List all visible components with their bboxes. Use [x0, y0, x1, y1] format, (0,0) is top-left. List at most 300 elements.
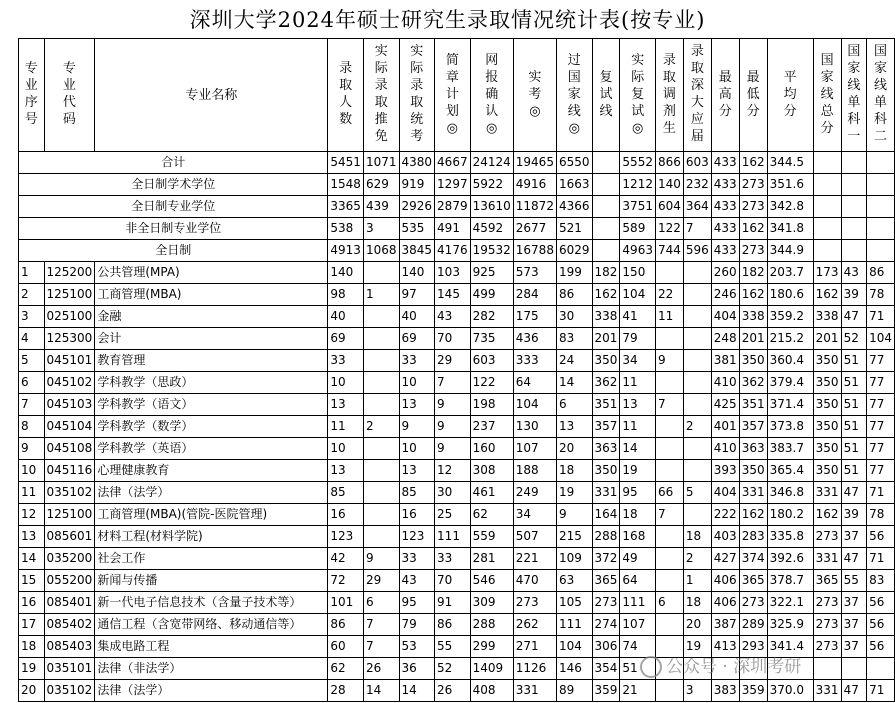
major-name-cell: 材料工程(材料学院) [95, 526, 328, 548]
table-cell [655, 372, 683, 394]
table-cell: 43 [435, 306, 471, 328]
table-cell [592, 152, 620, 174]
table-cell: 221 [513, 548, 556, 570]
table-cell: 439 [363, 196, 399, 218]
table-cell: 175 [513, 306, 556, 328]
table-cell: 69 [328, 328, 364, 350]
table-cell: 20 [683, 614, 711, 636]
table-cell: 13 [19, 526, 45, 548]
table-cell: 387 [711, 614, 739, 636]
table-cell: 308 [470, 460, 513, 482]
table-cell: 19 [19, 658, 45, 680]
table-cell: 107 [513, 438, 556, 460]
column-header [399, 39, 435, 152]
table-cell: 1409 [470, 658, 513, 680]
major-name-cell: 法律（非法学） [95, 658, 328, 680]
table-cell [683, 350, 711, 372]
table-cell: 22 [655, 284, 683, 306]
table-cell: 331 [513, 680, 556, 702]
table-cell: 160 [470, 438, 513, 460]
table-cell [363, 262, 399, 284]
table-cell [592, 196, 620, 218]
table-cell: 350 [813, 438, 841, 460]
table-cell: 4592 [470, 218, 513, 240]
table-cell: 331 [813, 482, 841, 504]
table-cell: 925 [470, 262, 513, 284]
table-cell: 299 [470, 636, 513, 658]
table-cell: 62 [470, 504, 513, 526]
table-cell: 51 [620, 658, 656, 680]
table-cell: 2 [19, 284, 45, 306]
table-cell: 42 [328, 548, 364, 570]
table-cell: 499 [470, 284, 513, 306]
table-cell: 7 [363, 636, 399, 658]
table-cell: 045102 [44, 372, 95, 394]
table-cell: 035101 [44, 658, 95, 680]
table-cell: 64 [513, 372, 556, 394]
table-cell: 4667 [435, 152, 471, 174]
column-header [683, 39, 711, 152]
table-cell: 52 [841, 328, 867, 350]
table-cell: 373.8 [767, 416, 813, 438]
table-cell: 13 [399, 394, 435, 416]
table-cell: 188 [513, 460, 556, 482]
table-cell: 16 [399, 504, 435, 526]
table-cell: 20 [19, 680, 45, 702]
table-cell: 12 [19, 504, 45, 526]
table-cell: 14 [620, 438, 656, 460]
table-cell: 379.4 [767, 372, 813, 394]
table-cell: 383.7 [767, 438, 813, 460]
column-header-label: 专业序号 [24, 61, 38, 127]
table-cell: 248 [711, 328, 739, 350]
table-cell: 866 [655, 152, 683, 174]
table-cell: 372 [592, 548, 620, 570]
column-header-label: 平均分 [783, 69, 797, 119]
column-header-label: 实际录取推免 [374, 44, 388, 144]
table-cell: 273 [813, 592, 841, 614]
table-cell: 199 [556, 262, 592, 284]
table-cell [813, 218, 841, 240]
table-cell [592, 174, 620, 196]
table-cell: 77 [867, 438, 895, 460]
column-header [813, 39, 841, 152]
table-cell: 56 [867, 526, 895, 548]
column-header [470, 39, 513, 152]
table-cell: 77 [867, 460, 895, 482]
table-cell [841, 240, 867, 262]
major-name-cell: 学科教学（英语） [95, 438, 328, 460]
summary-row [19, 196, 895, 218]
column-header-label: 简章计划◎ [445, 52, 459, 136]
table-cell: 201 [739, 328, 767, 350]
table-cell: 436 [513, 328, 556, 350]
table-cell: 34 [620, 350, 656, 372]
table-cell: 359 [739, 680, 767, 702]
table-cell: 130 [513, 416, 556, 438]
table-cell: 18 [19, 636, 45, 658]
table-cell: 273 [813, 614, 841, 636]
table-cell: 3 [683, 680, 711, 702]
table-cell: 365 [813, 570, 841, 592]
table-cell: 260 [711, 262, 739, 284]
table-cell: 11872 [513, 196, 556, 218]
table-cell: 357 [592, 416, 620, 438]
table-cell: 51 [841, 372, 867, 394]
table-cell: 363 [592, 438, 620, 460]
summary-row [19, 218, 895, 240]
table-cell: 735 [470, 328, 513, 350]
table-cell: 51 [841, 460, 867, 482]
major-name-cell: 工商管理(MBA) [95, 284, 328, 306]
table-cell: 125100 [44, 284, 95, 306]
column-header-label: 过国家线◎ [567, 52, 581, 136]
table-cell: 7 [655, 394, 683, 416]
summary-label: 非全日制专业学位 [19, 218, 328, 240]
summary-row [19, 152, 895, 174]
table-cell: 125200 [44, 262, 95, 284]
table-row [19, 262, 895, 284]
table-cell [683, 460, 711, 482]
table-cell: 365.4 [767, 460, 813, 482]
table-cell: 535 [399, 218, 435, 240]
table-row [19, 328, 895, 350]
table-cell: 104 [513, 394, 556, 416]
major-name-cell: 心理健康教育 [95, 460, 328, 482]
table-cell: 306 [592, 636, 620, 658]
table-cell: 77 [867, 372, 895, 394]
table-cell: 350 [592, 460, 620, 482]
table-cell: 341.8 [767, 218, 813, 240]
table-cell: 86 [435, 614, 471, 636]
table-cell: 1126 [513, 658, 556, 680]
table-cell: 47 [841, 680, 867, 702]
watermark [640, 652, 890, 678]
column-header-label: 录取深大应届 [690, 44, 704, 144]
table-cell: 24124 [470, 152, 513, 174]
table-cell: 559 [470, 526, 513, 548]
table-cell: 19 [556, 482, 592, 504]
table-cell: 16 [328, 504, 364, 526]
table-cell: 3 [19, 306, 45, 328]
table-row [19, 504, 895, 526]
table-cell: 351.6 [767, 174, 813, 196]
table-cell: 4366 [556, 196, 592, 218]
table-cell [363, 438, 399, 460]
table-cell: 13 [556, 416, 592, 438]
table-cell: 035102 [44, 680, 95, 702]
table-cell: 162 [739, 152, 767, 174]
table-cell [841, 218, 867, 240]
table-cell: 6 [19, 372, 45, 394]
table-cell: 89 [556, 680, 592, 702]
major-name-cell: 法律（法学） [95, 482, 328, 504]
table-cell: 289 [739, 614, 767, 636]
major-name-cell: 通信工程（含宽带网络、移动通信等） [95, 614, 328, 636]
table-cell: 589 [620, 218, 656, 240]
table-cell: 13 [328, 394, 364, 416]
table-cell: 7 [683, 218, 711, 240]
table-cell: 350 [813, 394, 841, 416]
column-header-label: 最高分 [718, 69, 732, 119]
column-header [328, 39, 364, 152]
table-cell: 39 [841, 504, 867, 526]
table-cell: 325.9 [767, 614, 813, 636]
table-row [19, 614, 895, 636]
table-cell: 11 [655, 306, 683, 328]
table-cell: 433 [711, 174, 739, 196]
table-cell: 14 [556, 372, 592, 394]
table-cell: 331 [813, 548, 841, 570]
major-name-cell: 学科教学（思政） [95, 372, 328, 394]
table-cell: 273 [739, 240, 767, 262]
table-cell: 085401 [44, 592, 95, 614]
major-name-cell: 社会工作 [95, 548, 328, 570]
table-cell: 51 [841, 416, 867, 438]
table-cell: 342.8 [767, 196, 813, 218]
column-header [739, 39, 767, 152]
table-cell: 37 [841, 614, 867, 636]
table-cell: 111 [620, 592, 656, 614]
table-cell: 392.6 [767, 548, 813, 570]
table-cell: 1 [19, 262, 45, 284]
table-cell: 70 [435, 328, 471, 350]
table-cell: 47 [841, 482, 867, 504]
table-cell: 249 [513, 482, 556, 504]
table-row [19, 394, 895, 416]
table-cell: 309 [470, 592, 513, 614]
table-cell: 362 [592, 372, 620, 394]
table-cell [592, 218, 620, 240]
table-cell: 86 [556, 284, 592, 306]
column-header [867, 39, 895, 152]
column-header [620, 39, 656, 152]
table-cell: 374 [739, 548, 767, 570]
table-cell: 4916 [513, 174, 556, 196]
table-cell: 37 [841, 636, 867, 658]
table-cell: 371.4 [767, 394, 813, 416]
table-cell: 56 [867, 614, 895, 636]
table-cell: 378.7 [767, 570, 813, 592]
table-cell: 344.9 [767, 240, 813, 262]
table-cell: 6 [363, 592, 399, 614]
table-body [19, 152, 895, 702]
table-cell: 49 [620, 548, 656, 570]
table-cell: 025100 [44, 306, 95, 328]
table-cell [655, 614, 683, 636]
table-cell: 381 [711, 350, 739, 372]
table-cell: 9 [556, 504, 592, 526]
table-cell [683, 394, 711, 416]
table-cell: 78 [867, 504, 895, 526]
table-cell: 338 [739, 306, 767, 328]
table-cell [655, 680, 683, 702]
table-cell: 107 [620, 614, 656, 636]
column-header [655, 39, 683, 152]
table-cell [655, 526, 683, 548]
table-cell: 351 [739, 394, 767, 416]
table-cell: 359 [592, 680, 620, 702]
table-cell: 29 [363, 570, 399, 592]
table-cell: 370.0 [767, 680, 813, 702]
summary-row [19, 174, 895, 196]
table-cell: 33 [399, 350, 435, 372]
table-cell: 7 [655, 504, 683, 526]
table-cell [363, 372, 399, 394]
table-cell: 9 [435, 438, 471, 460]
table-cell: 288 [470, 614, 513, 636]
table-cell: 4176 [435, 240, 471, 262]
table-cell: 433 [711, 152, 739, 174]
table-row [19, 526, 895, 548]
table-cell: 15 [19, 570, 45, 592]
column-header-label: 国家线单科一 [847, 44, 861, 144]
table-cell: 357 [739, 416, 767, 438]
table-cell: 521 [556, 218, 592, 240]
table-cell [363, 350, 399, 372]
table-cell: 2 [363, 416, 399, 438]
table-cell: 365 [739, 570, 767, 592]
table-cell: 63 [556, 570, 592, 592]
table-cell: 603 [683, 152, 711, 174]
table-cell: 64 [620, 570, 656, 592]
table-cell [683, 372, 711, 394]
table-cell: 470 [513, 570, 556, 592]
table-cell: 95 [620, 482, 656, 504]
table-cell: 122 [655, 218, 683, 240]
table-cell: 162 [739, 284, 767, 306]
column-header-label: 录取调剂生 [662, 52, 676, 136]
table-cell: 11 [620, 416, 656, 438]
table-cell [363, 504, 399, 526]
table-cell: 461 [470, 482, 513, 504]
table-cell: 383 [711, 680, 739, 702]
table-cell: 433 [711, 218, 739, 240]
table-cell: 350 [813, 460, 841, 482]
table-cell: 604 [655, 196, 683, 218]
table-cell: 11 [620, 372, 656, 394]
table-cell: 104 [556, 636, 592, 658]
table-cell: 4963 [620, 240, 656, 262]
major-name-cell: 工商管理(MBA)(管院-医院管理) [95, 504, 328, 526]
table-cell: 433 [711, 240, 739, 262]
table-cell: 125100 [44, 504, 95, 526]
table-cell: 140 [399, 262, 435, 284]
table-cell: 12 [435, 460, 471, 482]
table-cell: 11 [19, 482, 45, 504]
major-name-cell: 学科教学（数学） [95, 416, 328, 438]
table-cell: 281 [470, 548, 513, 570]
table-cell: 140 [328, 262, 364, 284]
major-name-cell: 新一代电子信息技术（含量子技术等） [95, 592, 328, 614]
table-cell: 6 [655, 592, 683, 614]
table-cell: 71 [867, 680, 895, 702]
table-cell: 274 [592, 614, 620, 636]
table-cell: 19 [683, 636, 711, 658]
table-cell: 109 [556, 548, 592, 570]
table-cell [592, 240, 620, 262]
table-cell: 335.8 [767, 526, 813, 548]
table-cell: 293 [739, 636, 767, 658]
table-cell [683, 328, 711, 350]
table-cell [655, 328, 683, 350]
table-cell: 1 [363, 284, 399, 306]
table-row [19, 592, 895, 614]
table-cell: 150 [620, 262, 656, 284]
table-cell: 408 [470, 680, 513, 702]
table-cell [655, 438, 683, 460]
table-cell: 232 [683, 174, 711, 196]
table-row [19, 548, 895, 570]
column-header-label: 录取人数 [339, 61, 353, 127]
table-cell: 3 [363, 218, 399, 240]
table-cell: 162 [813, 284, 841, 306]
table-cell: 546 [470, 570, 513, 592]
table-cell: 34 [513, 504, 556, 526]
table-cell [683, 284, 711, 306]
table-cell: 9 [399, 416, 435, 438]
table-cell [683, 262, 711, 284]
major-name-cell: 法律（法学） [95, 680, 328, 702]
table-cell: 53 [399, 636, 435, 658]
table-cell: 14 [399, 680, 435, 702]
table-cell [867, 152, 895, 174]
wechat-logo-icon [640, 656, 662, 678]
table-row [19, 680, 895, 702]
table-cell: 201 [592, 328, 620, 350]
table-cell: 491 [435, 218, 471, 240]
table-cell: 271 [513, 636, 556, 658]
table-cell: 350 [592, 350, 620, 372]
table-cell [363, 328, 399, 350]
column-header-label: 国家线总分 [820, 52, 834, 136]
table-cell: 406 [711, 592, 739, 614]
table-cell: 354 [592, 658, 620, 680]
table-cell: 201 [813, 328, 841, 350]
table-cell: 350 [739, 350, 767, 372]
major-name-cell: 公共管理(MPA) [95, 262, 328, 284]
table-cell [363, 482, 399, 504]
table-cell: 97 [399, 284, 435, 306]
table-cell: 104 [620, 284, 656, 306]
major-name-cell: 教育管理 [95, 350, 328, 372]
table-cell: 173 [813, 262, 841, 284]
table-cell: 9 [435, 394, 471, 416]
column-header-label: 专业名称 [185, 87, 238, 103]
table-cell: 43 [841, 262, 867, 284]
table-cell: 6550 [556, 152, 592, 174]
column-header-label: 实际复试◎ [631, 52, 645, 136]
major-name-cell: 会计 [95, 328, 328, 350]
table-cell: 237 [470, 416, 513, 438]
table-cell: 19465 [513, 152, 556, 174]
table-cell: 404 [711, 306, 739, 328]
table-cell: 2677 [513, 218, 556, 240]
table-cell: 2926 [399, 196, 435, 218]
major-name-cell: 金融 [95, 306, 328, 328]
table-cell: 273 [739, 592, 767, 614]
table-cell: 273 [813, 526, 841, 548]
table-cell: 433 [711, 196, 739, 218]
table-cell: 77 [867, 394, 895, 416]
table-cell: 26 [435, 680, 471, 702]
column-header-label: 实考◎ [528, 69, 542, 119]
table-cell: 273 [739, 196, 767, 218]
table-cell: 85 [328, 482, 364, 504]
table-cell: 1212 [620, 174, 656, 196]
table-cell: 603 [470, 350, 513, 372]
table-cell: 085402 [44, 614, 95, 636]
